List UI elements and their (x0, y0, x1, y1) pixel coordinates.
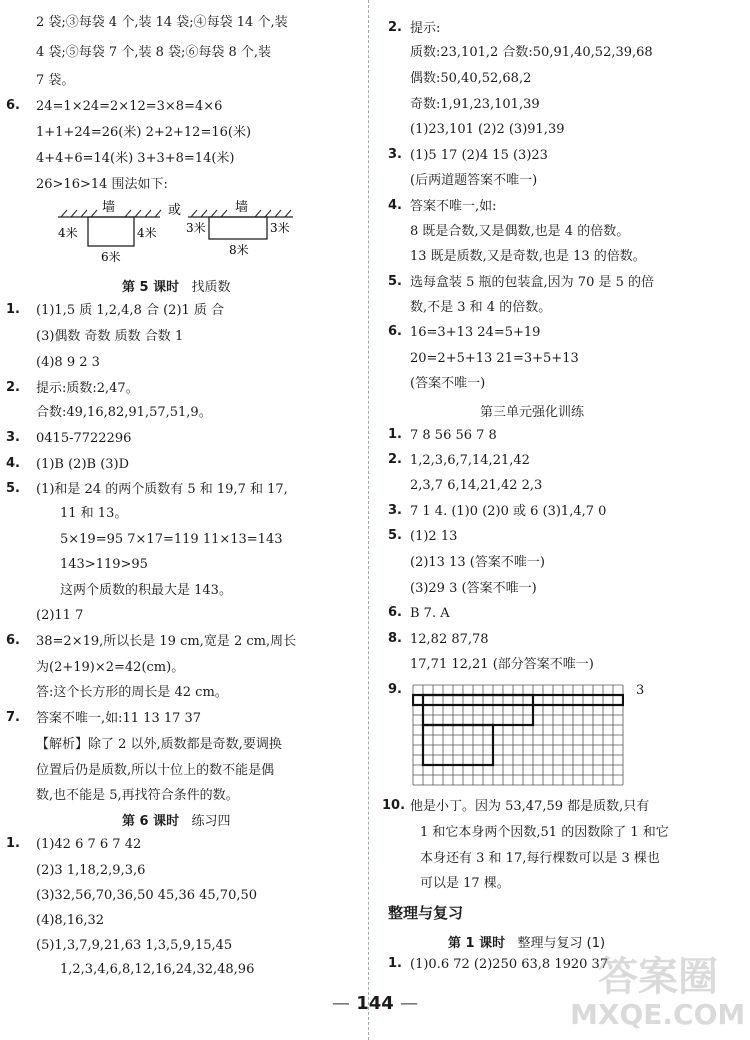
text-line: 答案不唯一,如: (410, 199, 497, 214)
page-number-dash: — (400, 993, 419, 1014)
text-line: (2)3 1,18,2,9,3,6 (36, 863, 146, 878)
column-separator (368, 0, 369, 1040)
text-line: (2)13 13 (答案不唯一) (410, 555, 545, 570)
question-number: 3. (388, 503, 402, 518)
lesson-number: 第 6 课时 (122, 814, 180, 829)
text-line: 2,3,7 6,14,21,42 2,3 (410, 478, 543, 493)
question-number: 5. (388, 274, 402, 289)
text-line: (1)0.6 72 (2)250 63,8 1920 37 (410, 957, 609, 972)
text-line: 20=2+5+13 21=3+5+13 (410, 351, 579, 366)
text-line: 提示:质数:2,47。 (36, 381, 139, 396)
text-line: 7 8 56 56 7 8 (410, 428, 497, 443)
text-line: 7 1 4. (1)0 (2)0 或 6 (3)1,4,7 0 (410, 504, 607, 519)
text-line: (1)42 6 7 6 7 42 (36, 837, 142, 852)
question-number: 6. (6, 633, 20, 648)
text-line: 2 袋;③每袋 4 个,装 14 袋;④每袋 14 个,装 (36, 15, 288, 30)
question-number: 10. (382, 798, 406, 813)
text-line: 数,也不能是 5,再找符合条件的数。 (36, 788, 239, 803)
watermark-url: MXQE.COM (570, 998, 746, 1031)
text-line: 数,不是 3 和 4 的倍数。 (410, 300, 552, 315)
side-label: 4米 (137, 226, 157, 240)
text-line: 这两个质数的积最大是 143。 (60, 583, 232, 598)
question-number: 1. (6, 836, 20, 851)
text-line: B 7. A (410, 606, 450, 621)
lesson-title: 练习四 (191, 814, 231, 829)
question-number: 1. (6, 302, 20, 317)
rectangle-grid-figure (412, 684, 624, 790)
or-label: 或 (168, 203, 182, 218)
lesson-number: 第 5 课时 (122, 280, 180, 295)
side-label: 3米 (186, 221, 206, 235)
text-line: 提示: (410, 21, 441, 36)
text-line: (3)偶数 奇数 质数 合数 1 (36, 329, 184, 344)
text-line: (5)1,3,7,9,21,63 1,3,5,9,15,45 (36, 938, 233, 953)
text-line: 为(2+19)×2=42(cm)。 (36, 660, 185, 675)
text-line: 奇数:1,91,23,101,39 (410, 97, 540, 112)
text-line: 1+1+24=26(米) 2+2+12=16(米) (36, 125, 252, 140)
text-line: (答案不唯一) (410, 376, 486, 391)
question-number: 3. (6, 430, 20, 445)
text-line: 38=2×19,所以长是 19 cm,宽是 2 cm,周长 (36, 634, 297, 649)
question-number: 1. (388, 427, 402, 442)
text-line: (3)29 3 (答案不唯一) (410, 581, 537, 596)
text-line: 12,82 87,78 (410, 632, 489, 647)
analysis-text: 除了 2 以外,质数都是奇数,要调换 (88, 737, 282, 752)
question-number: 6. (6, 98, 20, 113)
lesson-heading (122, 276, 231, 295)
question-number: 2. (388, 452, 402, 467)
text-line: (4)8 9 2 3 (36, 355, 100, 370)
question-number: 2. (6, 380, 20, 395)
question-number: 5. (6, 481, 20, 496)
text-line: (1)5 17 (2)4 15 (3)23 (410, 148, 548, 163)
section-heading: 整理与复习 (388, 904, 464, 922)
lesson-number: 第 1 课时 (448, 936, 506, 951)
side-label: 3米 (270, 221, 290, 235)
grid-rectangle (423, 695, 533, 725)
text-line: 143>119>95 (60, 557, 148, 572)
text-line: (1)23,101 (2)2 (3)91,39 (410, 122, 565, 137)
text-line: 本身还有 3 和 17,每行棵数可以是 3 棵也 (420, 851, 660, 866)
side-label: 4米 (58, 226, 78, 240)
text-line: 0415-7722296 (36, 431, 132, 446)
text-line: (1)和是 24 的两个质数有 5 和 19,7 和 17, (36, 482, 288, 497)
lesson-heading (448, 932, 605, 951)
text-line: 24=1×24=2×12=3×8=4×6 (36, 99, 223, 114)
text-line: (4)8,16,32 (36, 913, 105, 928)
wall-label: 墙 (102, 200, 116, 215)
analysis-tag: 【解析】 (36, 737, 89, 752)
text-line: (后两道题答案不唯一) (410, 173, 538, 188)
text-line: (2)11 7 (36, 608, 84, 623)
text-line: 1,2,3,4,6,8,12,16,24,32,48,96 (60, 962, 255, 977)
question-number: 6. (388, 324, 402, 339)
text-line: 1 和它本身两个因数,51 的因数除了 1 和它 (420, 825, 669, 840)
question-number: 4. (6, 456, 20, 471)
text-line: 4 袋;⑤每袋 7 个,装 8 袋;⑥每袋 8 个,装 (36, 45, 272, 60)
question-number: 6. (388, 605, 402, 620)
question-number: 8. (388, 631, 402, 646)
question-number: 9. (388, 682, 402, 697)
wall-label: 墙 (235, 200, 249, 215)
text-line: 4+4+6=14(米) 3+3+8=14(米) (36, 151, 235, 166)
text-line: 16=3+13 24=5+19 (410, 325, 541, 340)
text-line: 7 袋。 (36, 73, 75, 88)
question-number: 1. (388, 956, 402, 971)
text-line: 可以是 17 棵。 (420, 876, 510, 891)
fence-diagram (55, 196, 300, 268)
page-number-dash: — (331, 993, 350, 1014)
text-line: 选每盒装 5 瓶的包装盒,因为 70 是 5 的倍 (410, 275, 655, 290)
lesson-title: 找质数 (191, 280, 231, 295)
lesson-title: 整理与复习 (1) (517, 936, 606, 951)
text-line: (1)1,5 质 1,2,4,8 合 (2)1 质 合 (36, 303, 225, 318)
text-line (36, 736, 282, 754)
question-number: 7. (6, 710, 20, 725)
text-line: 8 既是合数,又是偶数,也是 4 的倍数。 (410, 224, 630, 239)
text-line: (1)B (2)B (3)D (36, 457, 130, 472)
text-line: 答:这个长方形的周长是 42 cm。 (36, 685, 228, 700)
text-line: 质数:23,101,2 合数:50,91,40,52,39,68 (410, 45, 653, 60)
text-line: 偶数:50,40,52,68,2 (410, 71, 532, 86)
question-number: 4. (388, 198, 402, 213)
text-line: 位置后仍是质数,所以十位上的数不能是偶 (36, 763, 275, 778)
text-line: 5×19=95 7×17=119 11×13=143 (60, 532, 283, 547)
question-number: 5. (388, 528, 402, 543)
question-number: 2. (388, 20, 402, 35)
text-line: 答案不唯一,如:11 13 17 37 (36, 711, 202, 726)
text-line: 1,2,3,6,7,14,21,42 (410, 453, 530, 468)
text-line: 他是小丁。因为 53,47,59 都是质数,只有 (410, 799, 650, 814)
text-line: (3)32,56,70,36,50 45,36 45,70,50 (36, 888, 258, 903)
text-line: 13 既是质数,又是奇数,也是 13 的倍数。 (410, 249, 646, 264)
page-number-value: 144 (356, 993, 394, 1014)
bottom-label: 6米 (101, 250, 121, 264)
text-line: 11 和 13。 (60, 506, 128, 521)
bottom-label: 8米 (229, 243, 249, 257)
grid-rectangle (413, 695, 623, 705)
grid-label: 3 (636, 683, 645, 698)
text-line: 17,71 12,21 (部分答案不唯一) (410, 657, 594, 672)
lesson-heading (122, 810, 231, 829)
text-line: (1)2 13 (410, 529, 458, 544)
text-line: 26>16>14 围法如下: (36, 177, 168, 192)
question-number: 3. (388, 147, 402, 162)
watermark-logo: 答案圈 (598, 954, 718, 1000)
unit-heading: 第三单元强化训练 (480, 405, 585, 420)
text-line: 合数:49,16,82,91,57,51,9。 (36, 405, 212, 420)
